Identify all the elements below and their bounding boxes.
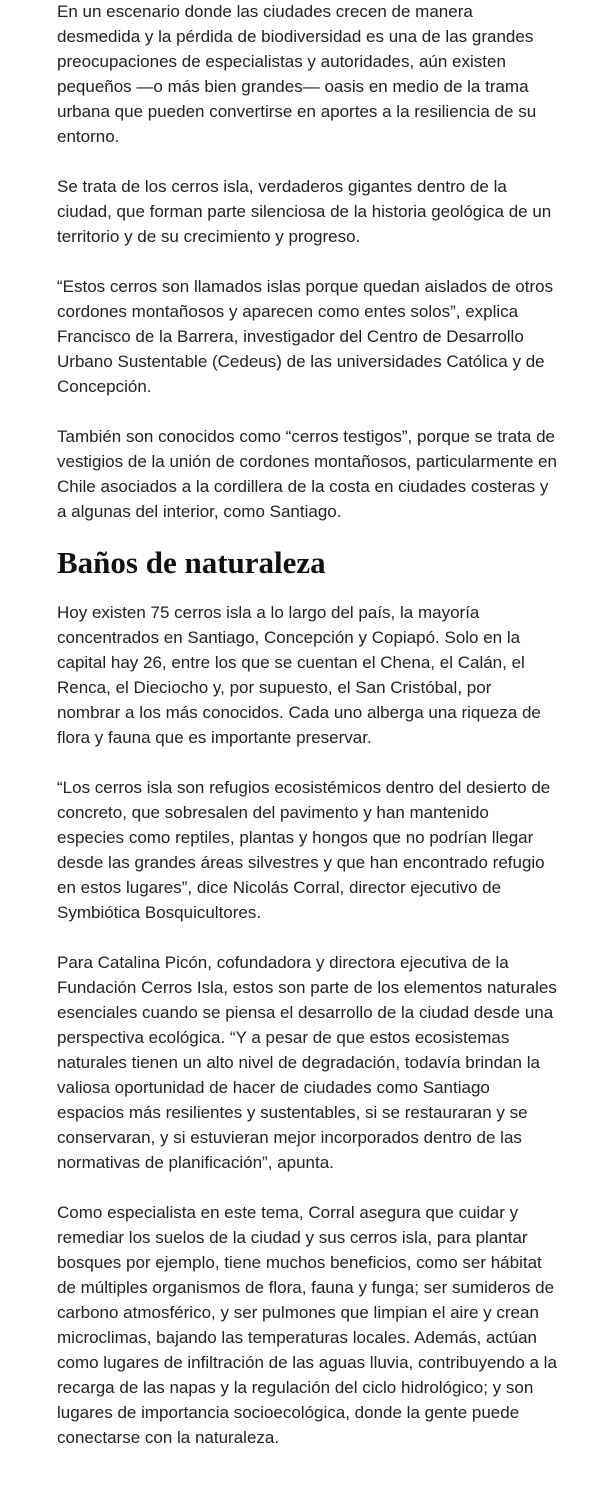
paragraph-section-1: Hoy existen 75 cerros isla a lo largo del país, la mayoría concentrados en Santiago, Concepción y Copiapó. Solo en la capital hay 26, entre los que se cuentan el Chena, el Calán, el Renca, el Dieciocho y, por supuesto, el San Cristóbal, por nombrar a los más conocidos. Cada uno alberga una riqueza de flora y fauna que es importante preservar. — [57, 603, 541, 747]
paragraph-section-3: Para Catalina Picón, cofundadora y directora ejecutiva de la Fundación Cerros Isla, estos son parte de los elementos naturales esenciales cuando se piensa el desarrollo de la ciudad desde una perspectiva ecológica. “Y a pesar de que estos ecosistemas naturales tienen un alto nivel de degradación, todavía brindan la valiosa oportunidad de hacer de ciudades como Santiago espacios más resilientes y sustentables, si se restauraran y se conservaran, y si estuvieran mejor incorporados dentro de las normativas de planificación”, apunta. — [57, 953, 557, 1172]
paragraph-intro-1: En un escenario donde las ciudades crecen de manera desmedida y la pérdida de biodiversidad es una de las grandes preocupaciones de especialistas y autoridades, aún existen pequeños —o más bien grandes— oasis en medio de la trama urbana que pueden convertirse en aportes a la resiliencia de su entorno. — [57, 2, 537, 146]
paragraph-section-2: “Los cerros isla son refugios ecosistémicos dentro del desierto de concreto, que sobresalen del pavimento y han mantenido especies como reptiles, plantas y hongos que no podrían llegar desde las grandes áreas silvestres y que han encontrado refugio en estos lugares”, dice Nicolás Corral, director ejecutivo de Symbiótica Bosquicultores. — [57, 778, 551, 922]
section-heading: Baños de naturaleza — [57, 545, 326, 580]
paragraph-intro-3: “Estos cerros son llamados islas porque quedan aislados de otros cordones montañosos y aparecen como entes solos”, explica Francisco de la Barrera, investigador del Centro de Desarrollo Urbano Sustentable (Cedeus) de las universidades Católica y de Concepción. — [57, 277, 554, 396]
paragraph-intro-4: También son conocidos como “cerros testigos”, porque se trata de vestigios de la unión de cordones montañosos, particularmente en Chile asociados a la cordillera de la costa en ciudades costeras y a algunas del interior, como Santiago. — [57, 427, 557, 521]
article-body — [57, 0, 557, 1475]
paragraph-intro-2: Se trata de los cerros isla, verdaderos gigantes dentro de la ciudad, que forman parte silenciosa de la historia geológica de un territorio y de su crecimiento y progreso. — [57, 177, 552, 246]
paragraph-section-4: Como especialista en este tema, Corral asegura que cuidar y remediar los suelos de la ciudad y sus cerros isla, para plantar bosques por ejemplo, tiene muchos beneficios, como ser hábitat de múltiples organismos de flora, fauna y funga; ser sumideros de carbono atmosférico, y ser pulmones que limpian el aire y crean microclimas, bajando las temperaturas locales. Además, actúan como lugares de infiltración de las aguas lluvia, contribuyendo a la recarga de las napas y la regulación del ciclo hidrológico; y son lugares de importancia socioecológica, donde la gente puede conectarse con la naturaleza. — [57, 1203, 557, 1447]
